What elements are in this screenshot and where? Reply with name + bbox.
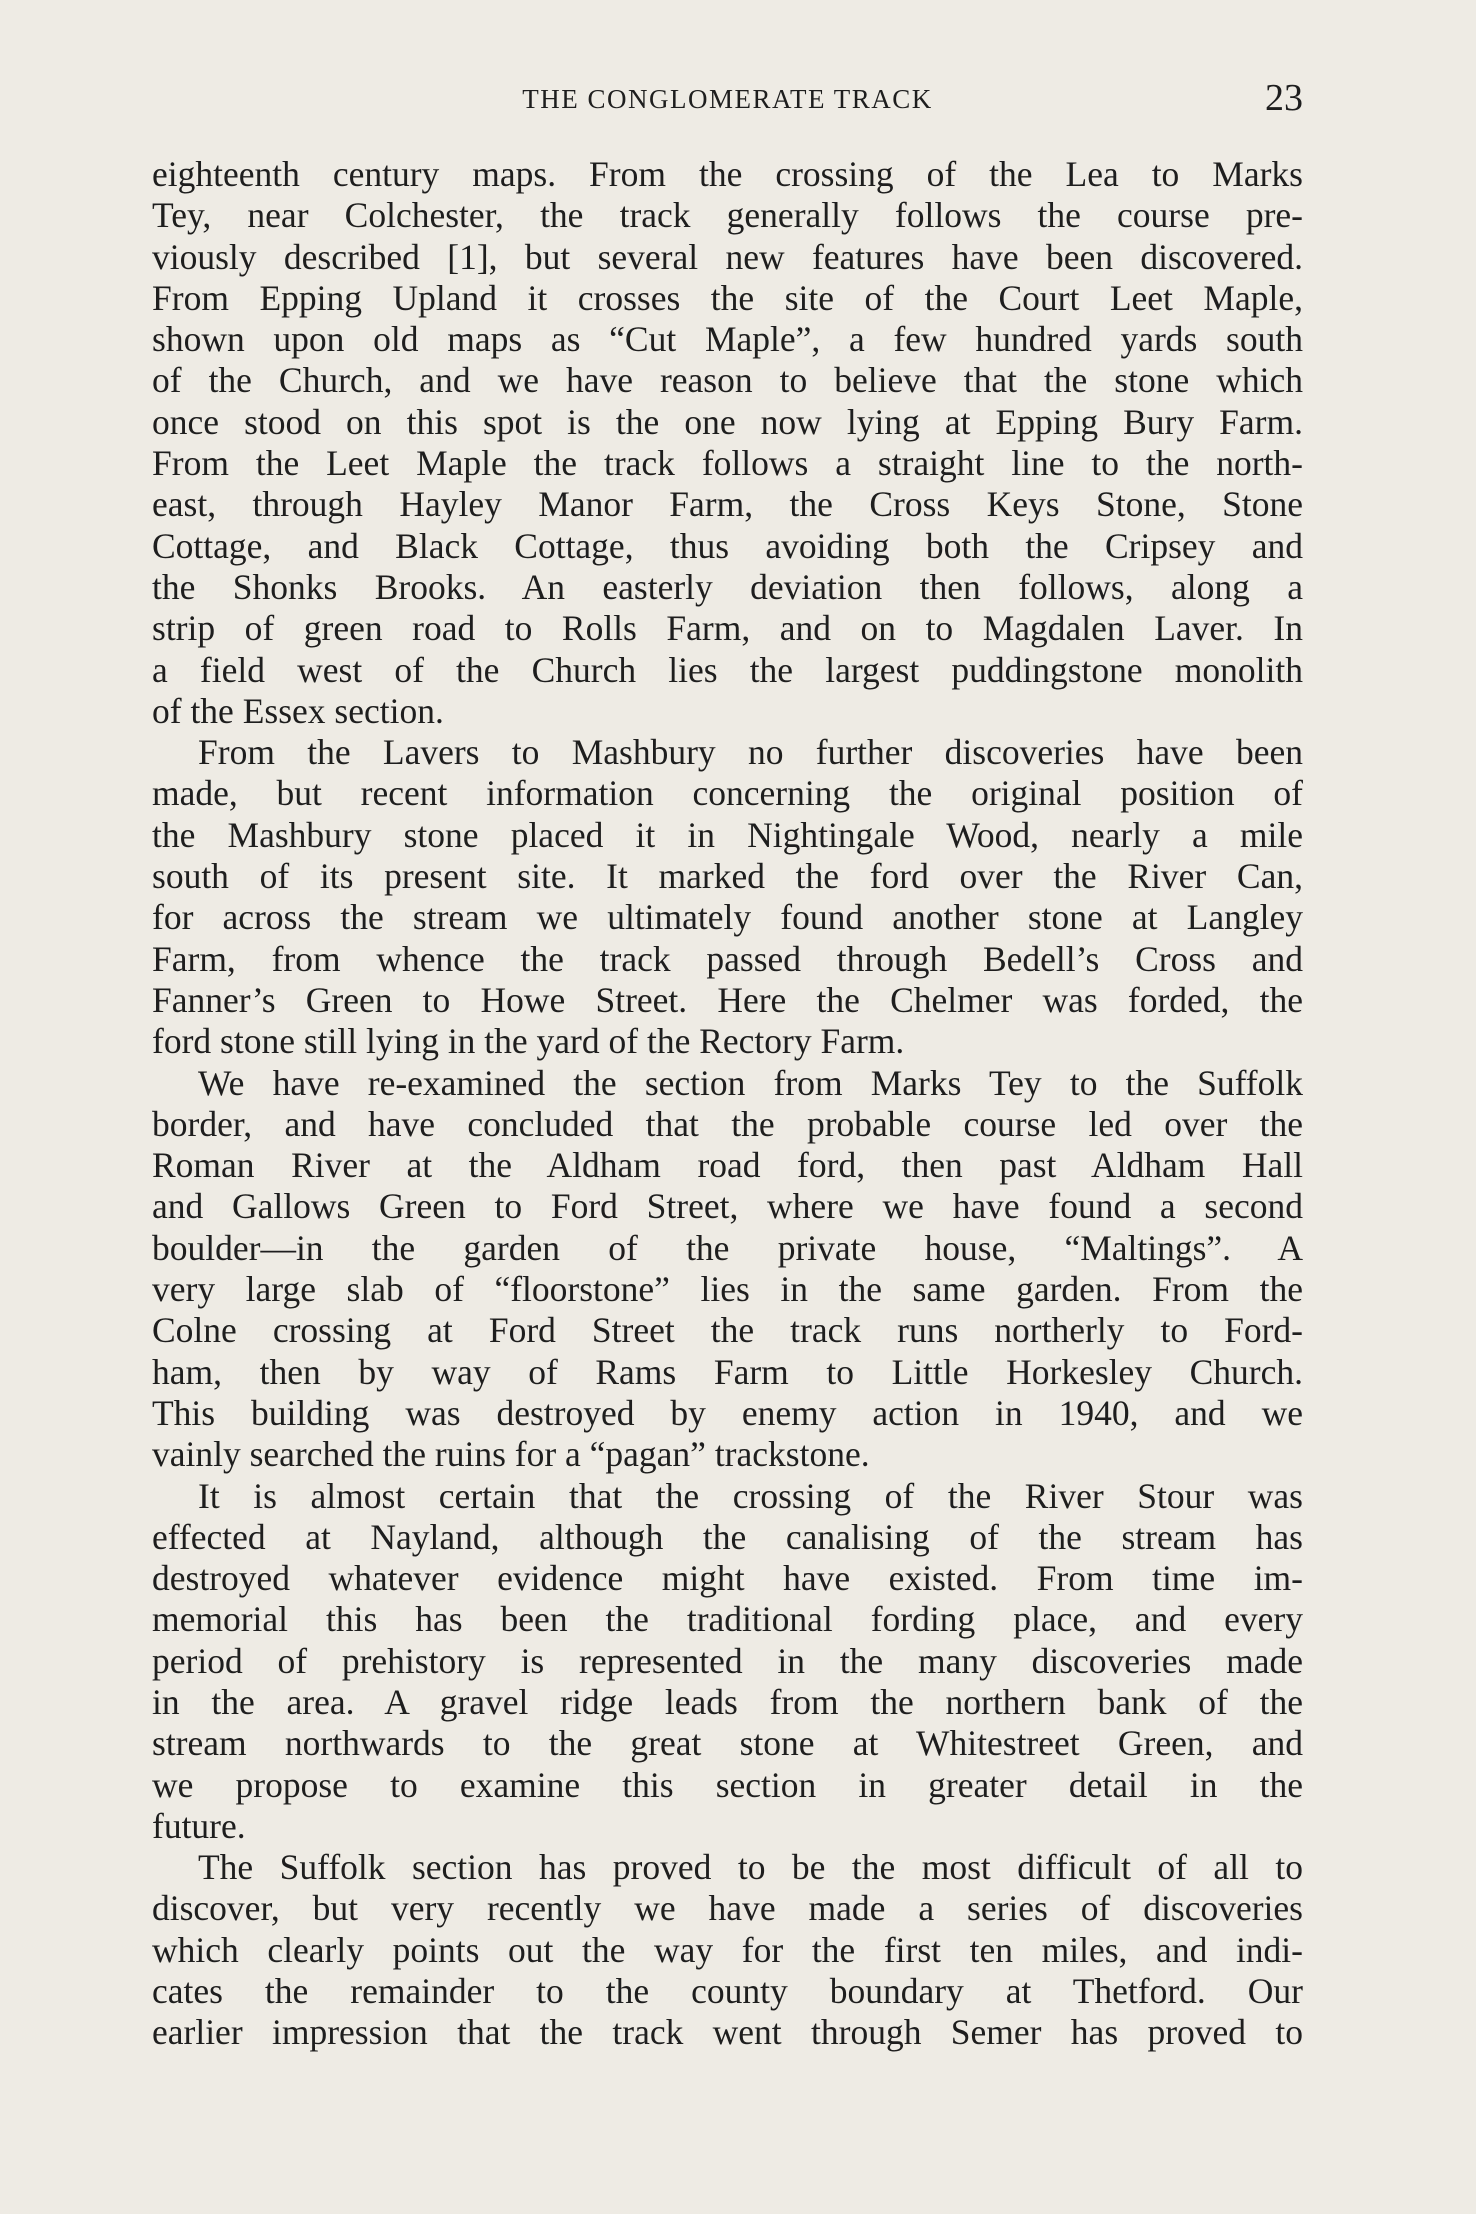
text-line: of the Essex section. [152, 690, 444, 731]
text-line: strip of green road to Rolls Farm, and on to Magdalen Laver. In [152, 608, 1303, 649]
running-head-title: THE CONGLOMERATE TRACK [522, 84, 933, 114]
text-line: stream northwards to the great stone at Whitestreet Green, and [152, 1723, 1303, 1764]
paragraph [152, 154, 1303, 732]
text-line: ford stone still lying in the yard of the Rectory Farm. [152, 1021, 905, 1062]
text-line: once stood on this spot is the one now lying at Epping Bury Farm. [152, 401, 1303, 442]
text-line: south of its present site. It marked the ford over the River Can, [152, 856, 1303, 897]
paragraph [152, 1847, 1303, 2053]
text-line: made, but recent information concerning the original position of [152, 773, 1303, 814]
text-line: a field west of the Church lies the largest puddingstone monolith [152, 649, 1303, 690]
page-number: 23 [1265, 77, 1303, 119]
text-line: the Shonks Brooks. An easterly deviation then follows, along a [152, 566, 1303, 607]
text-line: Colne crossing at Ford Street the track runs northerly to Ford- [152, 1310, 1303, 1351]
text-line: From Epping Upland it crosses the site of the Court Leet Maple, [152, 277, 1303, 318]
paragraph [152, 732, 1303, 1062]
text-line: discover, but very recently we have made a series of discoveries [152, 1888, 1303, 1929]
text-line: east, through Hayley Manor Farm, the Cross Keys Stone, Stone [152, 484, 1303, 525]
text-line: destroyed whatever evidence might have existed. From time im- [152, 1558, 1303, 1599]
text-line: of the Church, and we have reason to believe that the stone which [152, 360, 1303, 401]
text-line: This building was destroyed by enemy action in 1940, and we [152, 1392, 1303, 1433]
text-line: effected at Nayland, although the canalising of the stream has [152, 1516, 1303, 1557]
text-line: The Suffolk section has proved to be the most difficult of all to [198, 1847, 1303, 1888]
text-line: period of prehistory is represented in the many discoveries made [152, 1640, 1303, 1681]
text-line: Cottage, and Black Cottage, thus avoiding both the Cripsey and [152, 525, 1303, 566]
text-line: It is almost certain that the crossing of the River Stour was [198, 1475, 1303, 1516]
text-line: Tey, near Colchester, the track generally follows the course pre- [152, 195, 1303, 236]
text-line: which clearly points out the way for the first ten miles, and indi- [152, 1929, 1303, 1970]
text-line: Roman River at the Aldham road ford, then past Aldham Hall [152, 1145, 1303, 1186]
text-line: From the Leet Maple the track follows a straight line to the north- [152, 443, 1303, 484]
text-line: memorial this has been the traditional fording place, and every [152, 1599, 1303, 1640]
body-text [152, 154, 1303, 2054]
paragraph [152, 1063, 1303, 1476]
text-line: ham, then by way of Rams Farm to Little Horkesley Church. [152, 1351, 1303, 1392]
text-line: earlier impression that the track went through Semer has proved to [152, 2012, 1303, 2053]
text-line: boulder—in the garden of the private house, “Maltings”. A [152, 1227, 1303, 1268]
text-line: Farm, from whence the track passed through Bedell’s Cross and [152, 938, 1303, 979]
text-line: the Mashbury stone placed it in Nightingale Wood, nearly a mile [152, 814, 1303, 855]
text-line: vainly searched the ruins for a “pagan” trackstone. [152, 1434, 870, 1475]
text-line: viously described [1], but several new features have been discovered. [152, 236, 1303, 277]
text-line: we propose to examine this section in greater detail in the [152, 1764, 1303, 1805]
text-line: and Gallows Green to Ford Street, where we have found a second [152, 1186, 1303, 1227]
text-line: future. [152, 1805, 246, 1846]
text-line: in the area. A gravel ridge leads from the northern bank of the [152, 1681, 1303, 1722]
text-line: eighteenth century maps. From the crossing of the Lea to Marks [152, 154, 1303, 194]
text-line: for across the stream we ultimately found another stone at Langley [152, 897, 1303, 938]
text-line: From the Lavers to Mashbury no further discoveries have been [198, 732, 1303, 773]
running-head [152, 77, 1303, 122]
text-line: cates the remainder to the county boundary at Thetford. Our [152, 1971, 1303, 2012]
text-line: Fanner’s Green to Howe Street. Here the Chelmer was forded, the [152, 979, 1303, 1020]
paragraph [152, 1476, 1303, 1848]
text-line: shown upon old maps as “Cut Maple”, a few hundred yards south [152, 319, 1303, 360]
text-line: We have re-examined the section from Marks Tey to the Suffolk [198, 1062, 1303, 1103]
text-line: very large slab of “floorstone” lies in the same garden. From the [152, 1269, 1303, 1310]
text-line: border, and have concluded that the probable course led over the [152, 1103, 1303, 1144]
